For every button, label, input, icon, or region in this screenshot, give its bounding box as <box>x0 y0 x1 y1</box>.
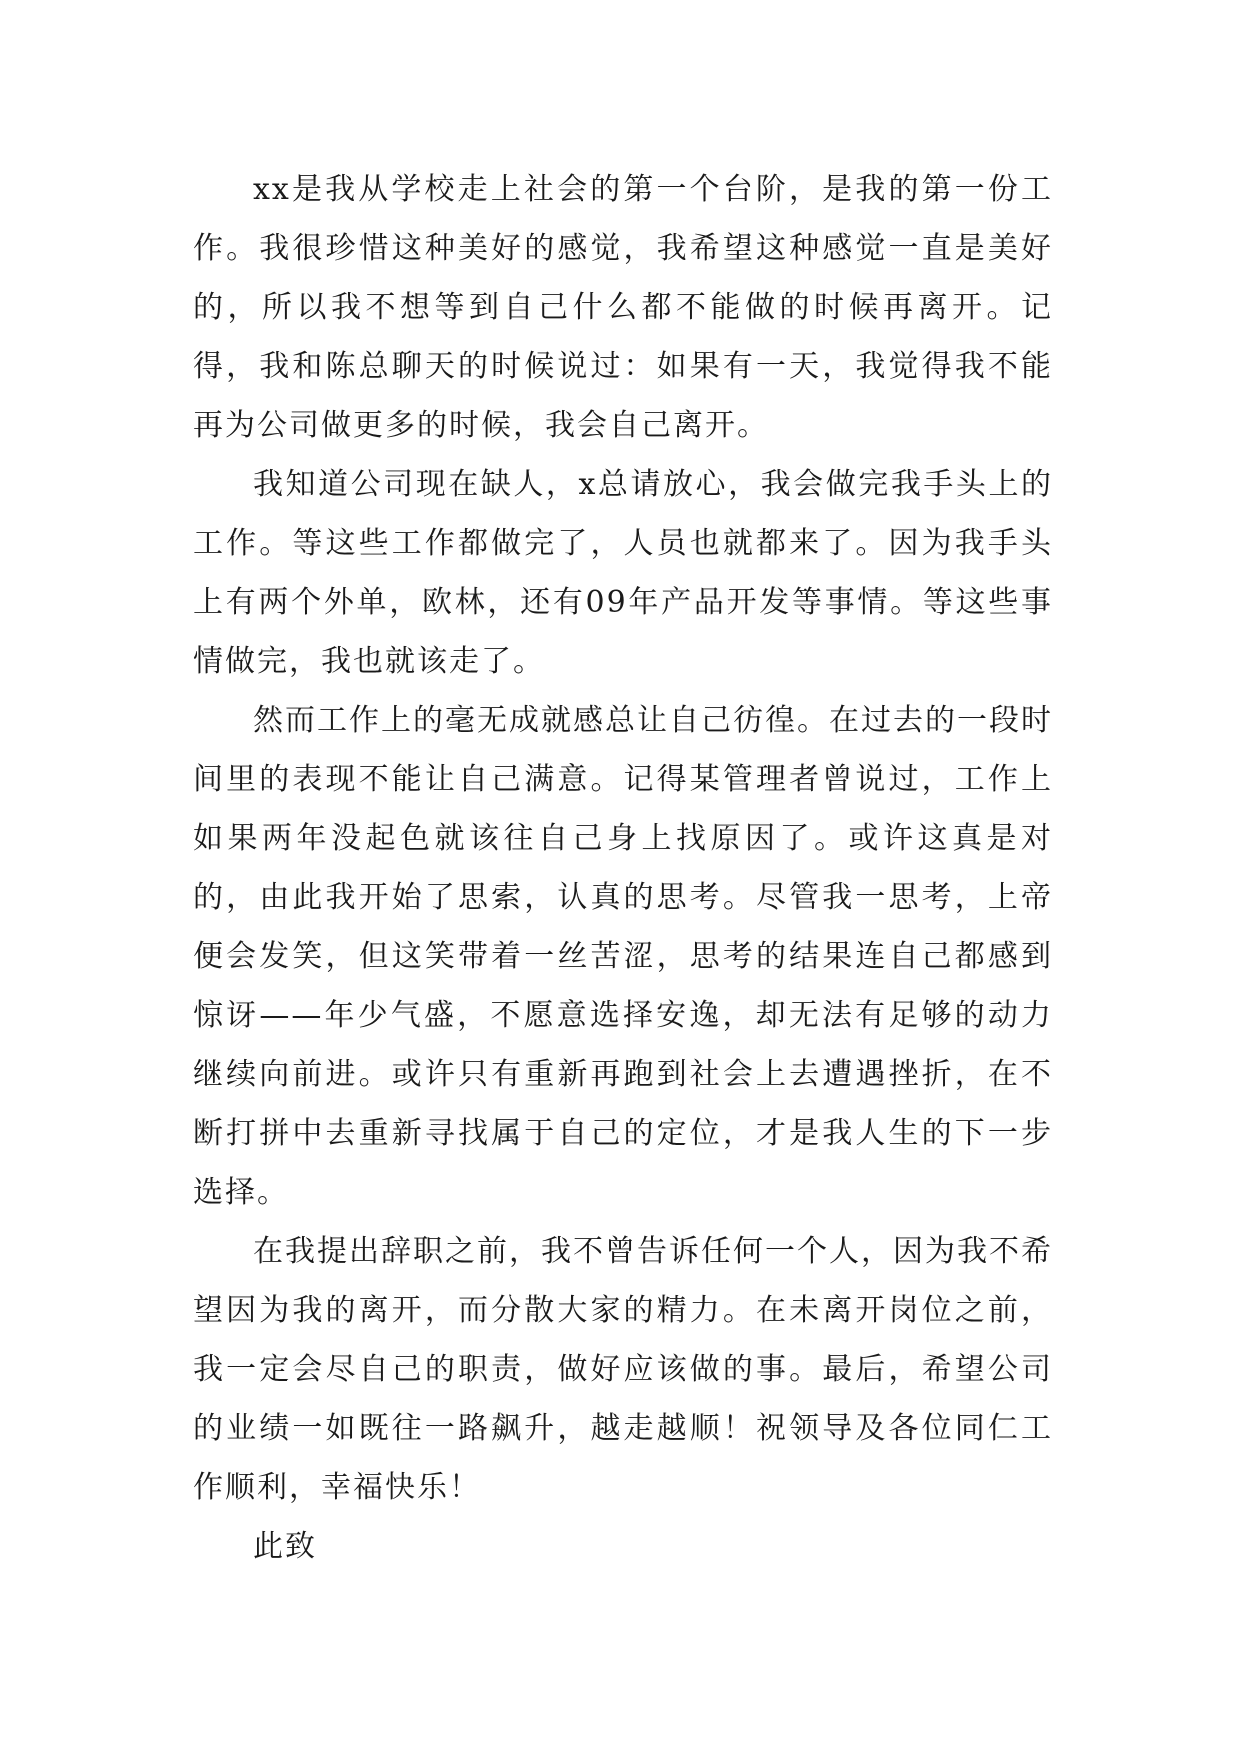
letter-body <box>193 160 1053 1576</box>
paragraph-1: xx是我从学校走上社会的第一个台阶，是我的第一份工作。我很珍惜这种美好的感觉，我希望这种感觉一直是美好的，所以我不想等到自己什么都不能做的时候再离开。记得，我和陈总聊天的时候说过：如果有一天，我觉得我不能再为公司做更多的时候，我会自己离开。 <box>193 172 1053 443</box>
closing-salutation: 此致 <box>253 1529 317 1564</box>
paragraph-4: 在我提出辞职之前，我不曾告诉任何一个人，因为我不希望因为我的离开，而分散大家的精力。在未离开岗位之前，我一定会尽自己的职责，做好应该做的事。最后，希望公司的业绩一如既往一路飙升，越走越顺！祝领导及各位同仁工作顺利，幸福快乐！ <box>193 1234 1053 1505</box>
paragraph-2: 我知道公司现在缺人，x总请放心，我会做完我手头上的工作。等这些工作都做完了，人员也就都来了。因为我手头上有两个外单，欧林，还有09年产品开发等事情。等这些事情做完，我也就该走了。 <box>193 467 1053 679</box>
paragraph-3: 然而工作上的毫无成就感总让自己彷徨。在过去的一段时间里的表现不能让自己满意。记得某管理者曾说过，工作上如果两年没起色就该往自己身上找原因了。或许这真是对的，由此我开始了思索，认真的思考。尽管我一思考，上帝便会发笑，但这笑带着一丝苦涩，思考的结果连自己都感到惊讶——年少气盛，不愿意选择安逸，却无法有足够的动力继续向前进。或许只有重新再跑到社会上去遭遇挫折，在不断打拼中去重新寻找属于自己的定位，才是我人生的下一步选择。 <box>193 703 1053 1210</box>
